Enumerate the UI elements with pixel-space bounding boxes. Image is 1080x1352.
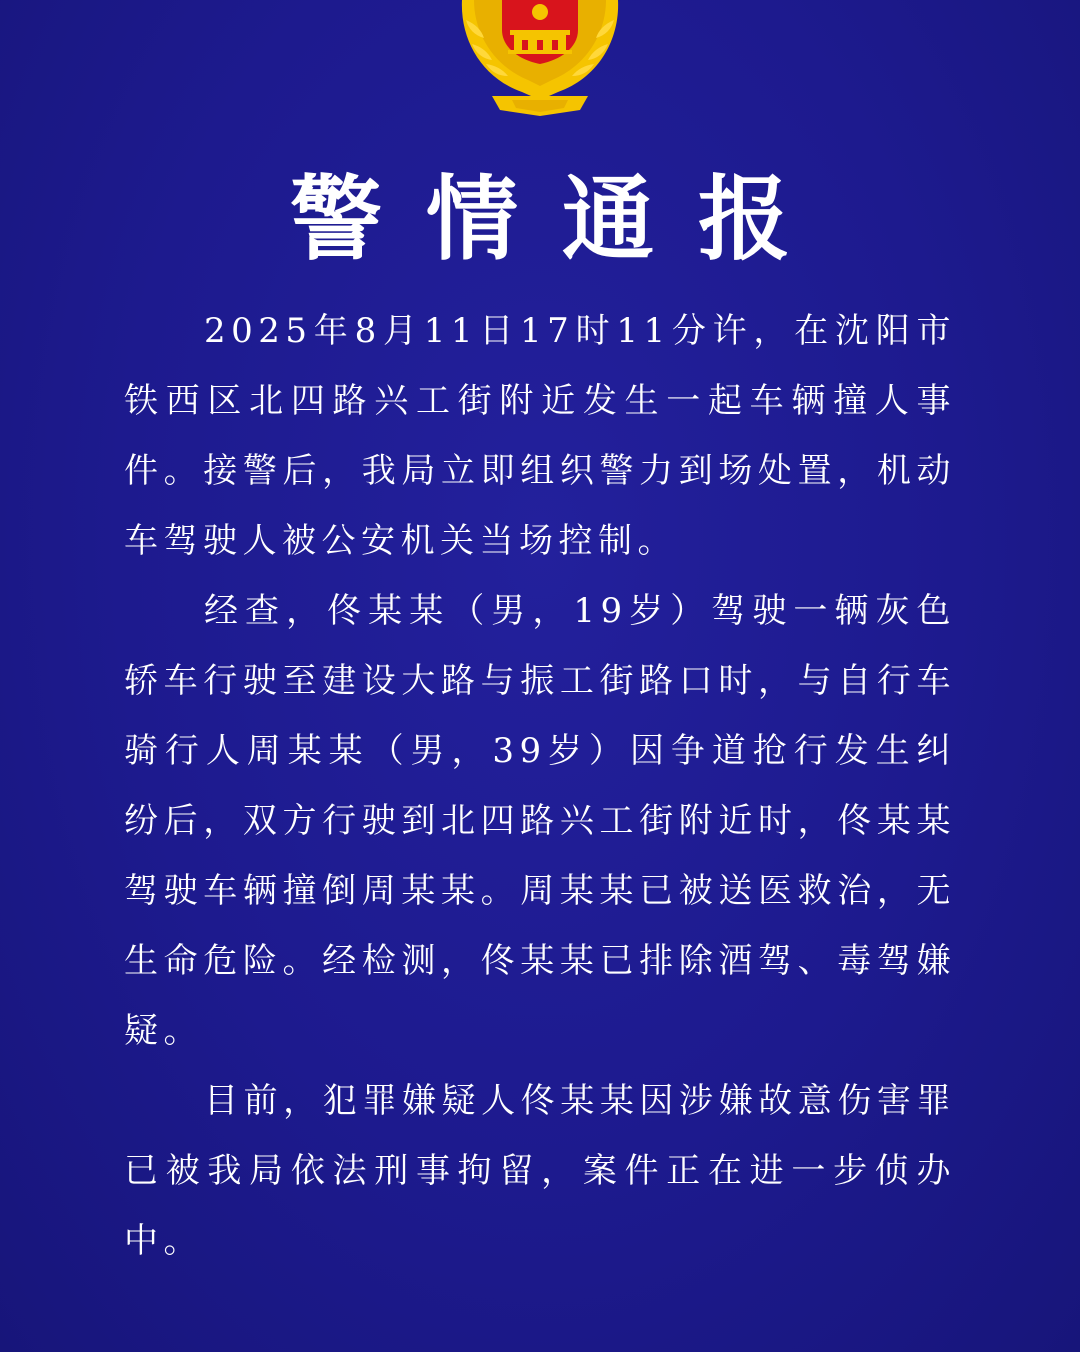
notice-paragraph-1: 2025年8月11日17时11分许，在沈阳市铁西区北四路兴工街附近发生一起车辆撞人事件。接警后，我局立即组织警力到场处置，机动车驾驶人被公安机关当场控制。 <box>124 311 956 561</box>
notice-body <box>124 296 956 1276</box>
notice-title: 警情通报 <box>289 166 834 273</box>
police-emblem-icon <box>452 0 628 118</box>
notice-paragraph-3: 目前，犯罪嫌疑人佟某某因涉嫌故意伤害罪已被我局依法刑事拘留，案件正在进一步侦办中。 <box>124 1081 956 1261</box>
notice-paragraph-2: 经查，佟某某（男，19岁）驾驶一辆灰色轿车行驶至建设大路与振工街路口时，与自行车骑行人周某某（男，39岁）因争道抢行发生纠纷后，双方行驶到北四路兴工街附近时，佟某某驾驶车辆撞倒周某某。周某某已被送医救治，无生命危险。经检测，佟某某已排除酒驾、毒驾嫌疑。 <box>124 591 956 1051</box>
